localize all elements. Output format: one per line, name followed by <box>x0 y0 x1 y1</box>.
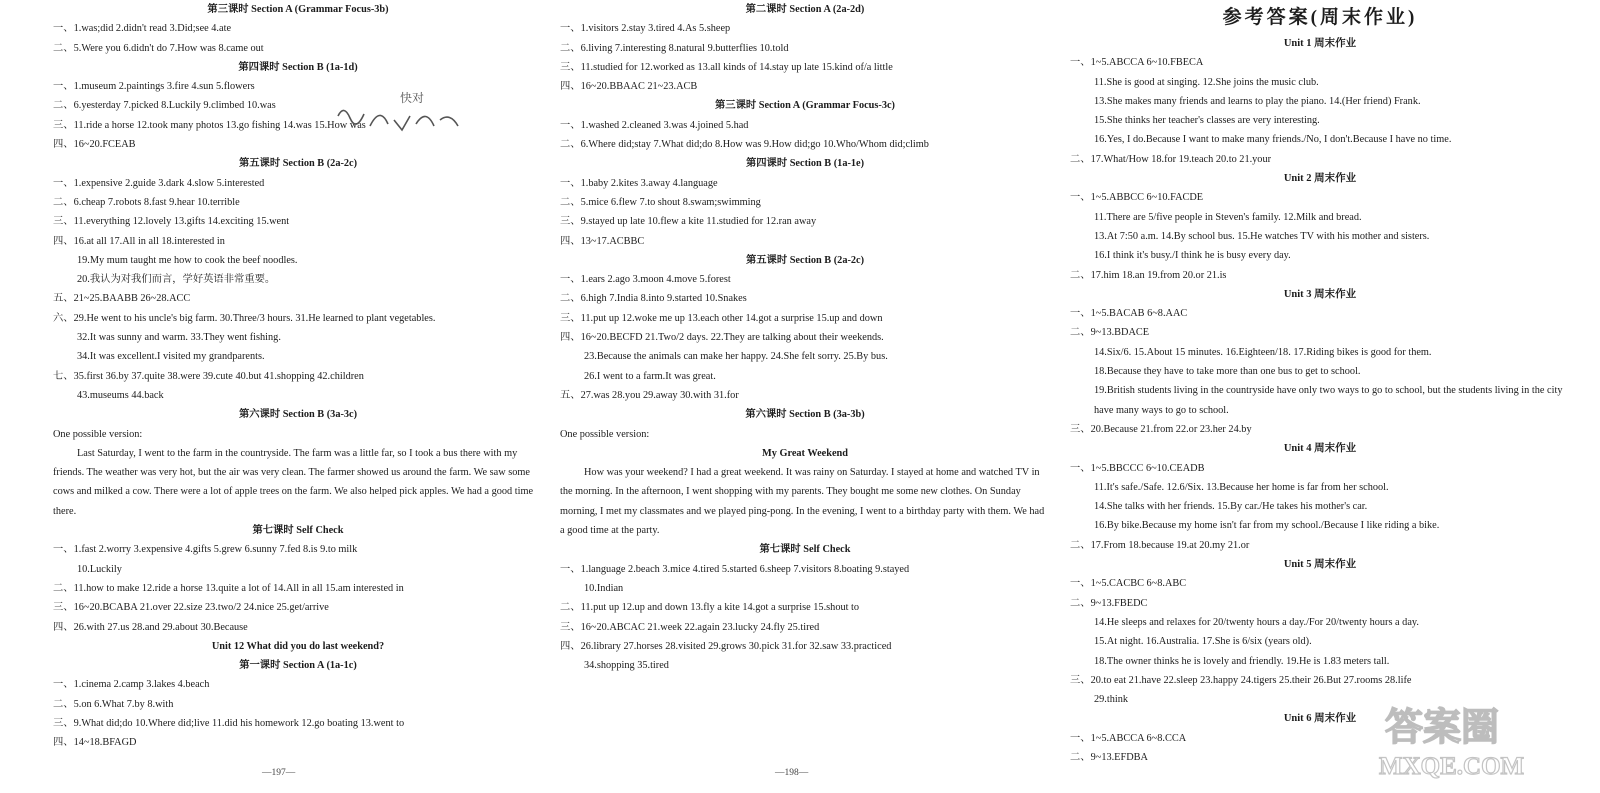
answer-line: 34.shopping 35.tired <box>584 660 669 672</box>
answer-line: 四、13~17.ACBBC <box>560 235 645 247</box>
answer-line: 二、11.put up 12.up and down 13.fly a kite 14.got a surprise 15.shout to <box>560 602 860 614</box>
handwriting-note: 快对 <box>400 91 425 105</box>
answer-line: 四、26.library 27.horses 28.visited 29.grows 30.pick 31.for 32.saw 33.practiced <box>560 640 892 652</box>
answer-line: 二、5.mice 6.flew 7.to shout 8.swam;swimming <box>560 196 761 208</box>
answer-line: 16.By bike.Because my home isn't far from my school./Because I like riding a bike. <box>1094 520 1440 532</box>
answer-line: 七、35.first 36.by 37.quite 38.were 39.cute 40.but 41.shopping 42.children <box>53 370 364 382</box>
answer-column-2 <box>560 0 1050 791</box>
section-heading: 第七课时 Self Check <box>759 544 851 556</box>
section-heading: Unit 3 周末作业 <box>1283 288 1357 300</box>
answer-line: 三、11.studied for 12.worked as 13.all kinds of 14.stay up late 15.kind of/a little <box>560 61 893 73</box>
answer-line: 二、9~13.EFDBA <box>1070 751 1148 763</box>
answer-line: 二、5.on 6.What 7.by 8.with <box>53 698 174 710</box>
answer-line: 三、9.What did;do 10.Where did;live 11.did his homework 12.go boating 13.went to <box>53 717 405 729</box>
answer-line: 一、1~5.BACAB 6~8.AAC <box>1070 308 1188 320</box>
section-heading: Unit 4 周末作业 <box>1283 443 1357 455</box>
section-heading: 第五课时 Section B (2a-2c) <box>238 158 358 170</box>
section-heading: 第三课时 Section A (Grammar Focus-3b) <box>207 4 389 15</box>
answer-line: 19.My mum taught me how to cook the beef noodles. <box>77 254 298 266</box>
answer-line: 13.At 7:50 a.m. 14.By school bus. 15.He watches TV with his mother and sisters. <box>1094 230 1430 242</box>
answer-line: 三、20.Because 21.from 22.or 23.her 24.by <box>1070 423 1252 435</box>
answer-line: 一、1.cinema 2.camp 3.lakes 4.beach <box>53 679 210 691</box>
section-heading: Unit 2 周末作业 <box>1283 173 1357 185</box>
answer-line: 三、11.ride a horse 12.took many photos 13.go fishing 14.was 15.How was <box>53 119 366 131</box>
answer-line: Last Saturday, I went to the farm in the countryside. The farm was a little far, so I took a bus there with my friends. The weather was very hot, but the air was very clean. The farmer showed us around the farm. We saw some cows and milked a cow. There were a lot of apple trees on the farm. We also helped pick apples. We had a good time there. <box>53 447 534 517</box>
answer-line: 一、1.ears 2.ago 3.moon 4.move 5.forest <box>560 274 731 286</box>
section-heading: Unit 1 周末作业 <box>1283 38 1357 49</box>
answer-line: 二、17.him 18.an 19.from 20.or 21.is <box>1070 269 1227 281</box>
answer-line: 三、9.stayed up late 10.flew a kite 11.studied for 12.ran away <box>560 216 817 228</box>
answer-line: 13.She makes many friends and learns to play the piano. 14.(Her friend) Frank. <box>1094 95 1421 107</box>
answer-line: One possible version: <box>560 428 650 440</box>
answer-line: How was your weekend? I had a great weekend. It was rainy on Saturday. I stayed at home and watched TV in the morning. In the afternoon, I went shopping with my parents. They bought me some new clothes. On Sunday morning, I met my classmates and we played ping-pong. In the evening, I went to a birthday party with them. We had a good time at the party. <box>560 467 1045 537</box>
section-heading: 第四课时 Section B (1a-1e) <box>745 158 865 170</box>
answer-line: 二、6.high 7.India 8.into 9.started 10.Snakes <box>560 293 747 305</box>
page-number-middle: —198— <box>775 768 809 778</box>
answer-line: 一、1~5.ABBCC 6~10.FACDE <box>1070 192 1204 204</box>
answer-line: 三、11.put up 12.woke me up 13.each other 14.got a surprise 15.up and down <box>560 312 883 324</box>
answer-line: 六、29.He went to his uncle's big farm. 30.Three/3 hours. 31.He learned to plant vegetables. <box>53 312 436 324</box>
answer-line: 一、1~5.BBCCC 6~10.CEADB <box>1070 462 1205 474</box>
answer-line: 二、11.how to make 12.ride a horse 13.quite a lot of 14.All in all 15.am interested in <box>53 582 404 594</box>
answer-line: 11.It's safe./Safe. 12.6/Six. 13.Because her home is far from her school. <box>1094 481 1389 493</box>
answer-line: 43.museums 44.back <box>77 389 164 401</box>
answer-line: 四、14~18.BFAGD <box>53 737 137 749</box>
answer-line: 五、27.was 28.you 29.away 30.with 31.for <box>560 389 739 401</box>
answer-line: 一、1.baby 2.kites 3.away 4.language <box>560 177 718 189</box>
answer-line: 二、9~13.FBEDC <box>1070 597 1148 609</box>
answer-column-3 <box>1070 0 1570 791</box>
section-heading: 第六课时 Section B (3a-3b) <box>745 409 865 421</box>
answer-line: 一、1.museum 2.paintings 3.fire 4.sun 5.flowers <box>53 81 255 93</box>
answer-line: One possible version: <box>53 428 143 440</box>
answer-line: 10.Indian <box>584 582 624 594</box>
page-number-left: —197— <box>262 768 296 778</box>
section-heading: Unit 6 周末作业 <box>1283 713 1357 725</box>
answer-line: 14.She talks with her friends. 15.By car./He takes his mother's car. <box>1094 501 1368 513</box>
answer-line: 二、6.cheap 7.robots 8.fast 9.hear 10.terrible <box>53 196 240 208</box>
answer-line: 34.It was excellent.I visited my grandparents. <box>77 351 265 363</box>
answer-line: 15.At night. 16.Australia. 17.She is 6/six (years old). <box>1094 636 1312 648</box>
answer-line: 二、6.living 7.interesting 8.natural 9.butterflies 10.told <box>560 42 789 54</box>
watermark-url: MXQE.COM <box>1379 753 1525 780</box>
section-heading: 第一课时 Section A (1a-1c) <box>239 660 357 672</box>
answer-line: 10.Luckily <box>77 563 122 575</box>
answer-line: 18.The owner thinks he is lovely and friendly. 19.He is 1.83 meters tall. <box>1094 655 1390 667</box>
answer-line: 二、6.yesterday 7.picked 8.Luckily 9.climbed 10.was <box>53 100 276 112</box>
answer-line: 14.He sleeps and relaxes for 20/twenty hours a day./For 20/twenty hours a day. <box>1094 616 1419 628</box>
answer-line: 16.I think it's busy./I think he is busy every day. <box>1094 250 1291 262</box>
answer-line: 一、1.language 2.beach 3.mice 4.tired 5.started 6.sheep 7.visitors 8.boating 9.stayed <box>560 563 910 575</box>
page-title: 参考答案(周末作业) <box>1222 7 1418 28</box>
section-heading: 第三课时 Section A (Grammar Focus-3c) <box>715 100 895 112</box>
answer-line: 一、1.was;did 2.didn't read 3.Did;see 4.ate <box>53 23 232 35</box>
section-heading: Unit 5 周末作业 <box>1283 559 1357 571</box>
answer-line: 16.Yes, I do.Because I want to make many friends./No, I don't.Because I have no time. <box>1094 134 1452 146</box>
section-heading: 第五课时 Section B (2a-2c) <box>745 254 865 266</box>
section-heading: My Great Weekend <box>762 447 848 459</box>
answer-line: 26.I went to a farm.It was great. <box>584 370 716 382</box>
handwriting-scribble <box>330 86 480 138</box>
answer-line: 二、9~13.BDACE <box>1070 327 1150 339</box>
section-heading: 第六课时 Section B (3a-3c) <box>238 409 358 421</box>
answer-line: 三、16~20.ABCAC 21.week 22.again 23.lucky 24.fly 25.tired <box>560 621 820 633</box>
answer-line: 一、1~5.ABCCA 6~10.FBECA <box>1070 57 1204 69</box>
answer-line: 三、11.everything 12.lovely 13.gifts 14.exciting 15.went <box>53 216 290 228</box>
answer-line: 四、26.with 27.us 28.and 29.about 30.Because <box>53 621 248 633</box>
answer-line: 一、1~5.CACBC 6~8.ABC <box>1070 578 1187 590</box>
answer-line: 四、16~20.BBAAC 21~23.ACB <box>560 81 698 93</box>
answer-line: 五、21~25.BAABB 26~28.ACC <box>53 293 191 305</box>
section-heading: 第二课时 Section A (2a-2d) <box>745 4 865 15</box>
answer-line: 18.Because they have to take more than one bus to get to school. <box>1094 366 1361 378</box>
answer-line: 11.She is good at singing. 12.She joins the music club. <box>1094 76 1319 88</box>
answer-line: 一、1.visitors 2.stay 3.tired 4.As 5.sheep <box>560 23 731 35</box>
answer-line: 二、17.What/How 18.for 19.teach 20.to 21.your <box>1070 153 1272 165</box>
watermark-text: 答案圈 <box>1385 707 1500 749</box>
answer-line: 一、1.expensive 2.guide 3.dark 4.slow 5.interested <box>53 177 265 189</box>
section-heading: 第四课时 Section B (1a-1d) <box>238 61 358 73</box>
answer-line: 一、1.fast 2.worry 3.expensive 4.gifts 5.grew 6.sunny 7.fed 8.is 9.to milk <box>53 544 358 556</box>
answer-line: 32.It was sunny and warm. 33.They went fishing. <box>77 332 281 344</box>
answer-line: 四、16~20.FCEAB <box>53 139 136 151</box>
answer-line: 三、16~20.BCABA 21.over 22.size 23.two/2 24.nice 25.get/arrive <box>53 602 329 614</box>
answer-line: 一、1.washed 2.cleaned 3.was 4.joined 5.had <box>560 119 749 131</box>
answer-line: 19.British students living in the countryside have only two ways to go to school, but the students living in the city have many ways to go to school. <box>1094 385 1563 416</box>
answer-line: 23.Because the animals can make her happy. 24.She felt sorry. 25.By bus. <box>584 351 888 363</box>
answer-line: 二、17.From 18.because 19.at 20.my 21.or <box>1070 539 1250 551</box>
answer-line: 20.我认为对我们而言，学好英语非常重要。 <box>77 274 276 286</box>
answer-line: 三、20.to eat 21.have 22.sleep 23.happy 24.tigers 25.their 26.But 27.rooms 28.life <box>1070 674 1412 686</box>
section-heading: 第七课时 Self Check <box>252 525 344 537</box>
answer-line: 14.Six/6. 15.About 15 minutes. 16.Eighteen/18. 17.Riding bikes is good for them. <box>1094 346 1432 358</box>
answer-line: 29.think <box>1094 694 1129 706</box>
answer-line: 一、1~5.ABCCA 6~8.CCA <box>1070 732 1187 744</box>
answer-line: 11.There are 5/five people in Steven's family. 12.Milk and bread. <box>1094 211 1362 223</box>
answer-line: 四、16.at all 17.All in all 18.interested in <box>53 235 225 247</box>
answer-line: 15.She thinks her teacher's classes are very interesting. <box>1094 115 1320 127</box>
answer-line: 二、5.Were you 6.didn't do 7.How was 8.came out <box>53 42 264 54</box>
section-heading: Unit 12 What did you do last weekend? <box>211 640 385 652</box>
answer-line: 二、6.Where did;stay 7.What did;do 8.How was 9.How did;go 10.Who/Whom did;climb <box>560 139 929 151</box>
answer-line: 四、16~20.BECFD 21.Two/2 days. 22.They are talking about their weekends. <box>560 332 884 344</box>
watermark-logo <box>1375 688 1565 788</box>
